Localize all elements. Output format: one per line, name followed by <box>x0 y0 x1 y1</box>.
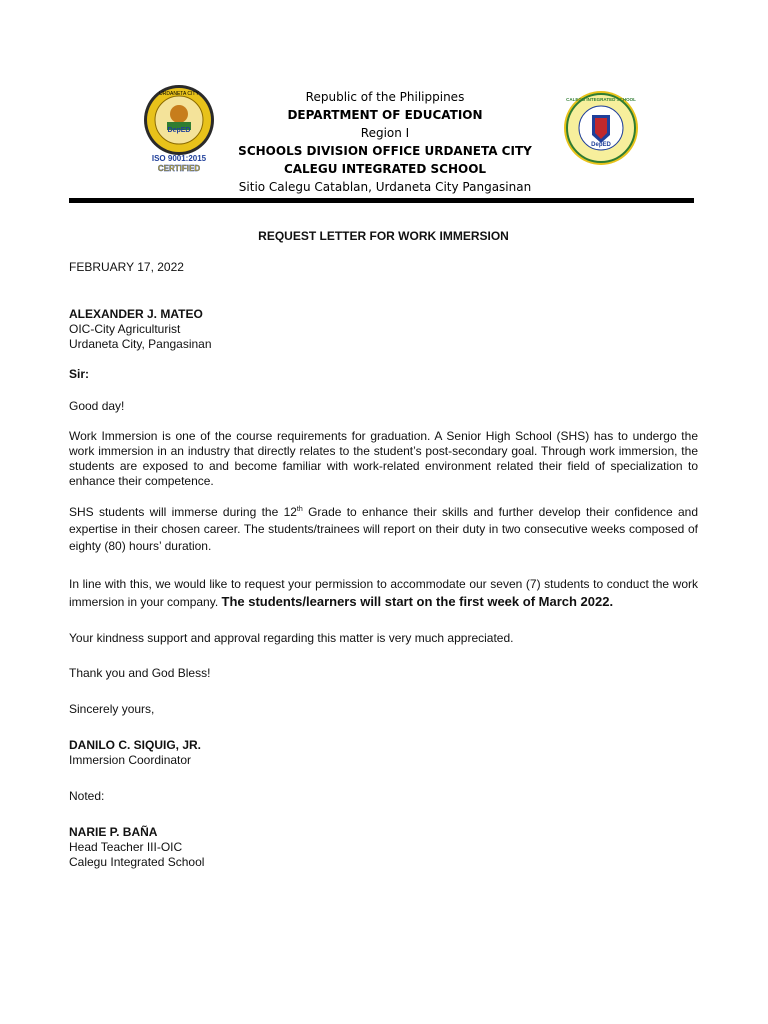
closing: Sincerely yours, <box>69 702 155 716</box>
header-school: CALEGU INTEGRATED SCHOOL <box>283 162 487 176</box>
signer-2-school: Calegu Integrated School <box>69 855 205 869</box>
header-division: SCHOOLS DIVISION OFFICE URDANETA CITY <box>238 144 532 158</box>
paragraph-1: Work Immersion is one of the course requirements for graduation. A Senior High School (SHS) has to undergo the work immersion in an industry that directly relates to the student’s post-secondary goal. Through work immersion, the students are exposed to and become familiar with work-related environment related their field of specialization to enhance their competence. <box>69 429 698 488</box>
header-republic: Republic of the Philippines <box>305 90 465 104</box>
calegu-school-seal <box>562 89 640 167</box>
header-divider <box>69 198 694 203</box>
recipient-block <box>69 307 698 352</box>
left-seal-deped-text: DepED <box>167 127 191 134</box>
signer-1-name: DANILO C. SIQUIG, JR. <box>69 738 202 752</box>
header-address: Sitio Calegu Catablan, Urdaneta City Pangasinan <box>238 180 532 194</box>
paragraph-3 <box>69 575 698 611</box>
signer-2-name: NARIE P. BAÑA <box>69 825 158 839</box>
paragraph-2-sup: th <box>296 506 303 513</box>
paragraph-2-end: Grade to enhance their skills and further develop their confidence and expertise in their chosen career. The students/trainees will report on their duty in two consecutive weeks composed of eighty (80) hours’ duration. <box>69 505 698 553</box>
paragraph-2 <box>69 504 698 555</box>
header-region: Region I <box>360 126 410 140</box>
signer-1 <box>69 738 698 768</box>
header-department: DEPARTMENT OF EDUCATION <box>287 108 483 122</box>
signer-2 <box>69 825 698 870</box>
noted-label: Noted: <box>69 789 105 803</box>
iso-certified-label: CERTIFIED <box>157 164 201 173</box>
right-seal-ring-text: CALEGU INTEGRATED SCHOOL <box>566 97 636 102</box>
recipient-position: OIC-City Agriculturist <box>69 322 181 336</box>
paragraph-3-start: In line with this, we would like to request your permission to accommodate our seven (7) students to conduct the work immersion in your company. <box>69 577 698 609</box>
paragraph-4: Your kindness support and approval regarding this matter is very much appreciated. <box>69 631 514 645</box>
greeting: Good day! <box>69 399 125 413</box>
recipient-address: Urdaneta City, Pangasinan <box>69 337 212 351</box>
right-seal-deped-text: DepED <box>591 142 611 148</box>
iso-label: ISO 9001:2015 <box>151 154 207 163</box>
letter-date: FEBRUARY 17, 2022 <box>69 260 184 274</box>
salutation: Sir: <box>69 367 90 381</box>
left-seal-ring-text: URDANETA CITY <box>159 91 199 97</box>
signer-2-title: Head Teacher III-OIC <box>69 840 183 854</box>
letter-title: REQUEST LETTER FOR WORK IMMERSION <box>258 229 509 243</box>
letterhead <box>200 88 570 196</box>
recipient-name: ALEXANDER J. MATEO <box>69 307 203 321</box>
paragraph-2-start: SHS students will immerse during the 12 <box>69 505 297 519</box>
paragraph-3-bold: The students/learners will start on the first week of March 2022. <box>221 594 614 609</box>
signer-1-title: Immersion Coordinator <box>69 753 192 767</box>
paragraph-5: Thank you and God Bless! <box>69 666 211 680</box>
